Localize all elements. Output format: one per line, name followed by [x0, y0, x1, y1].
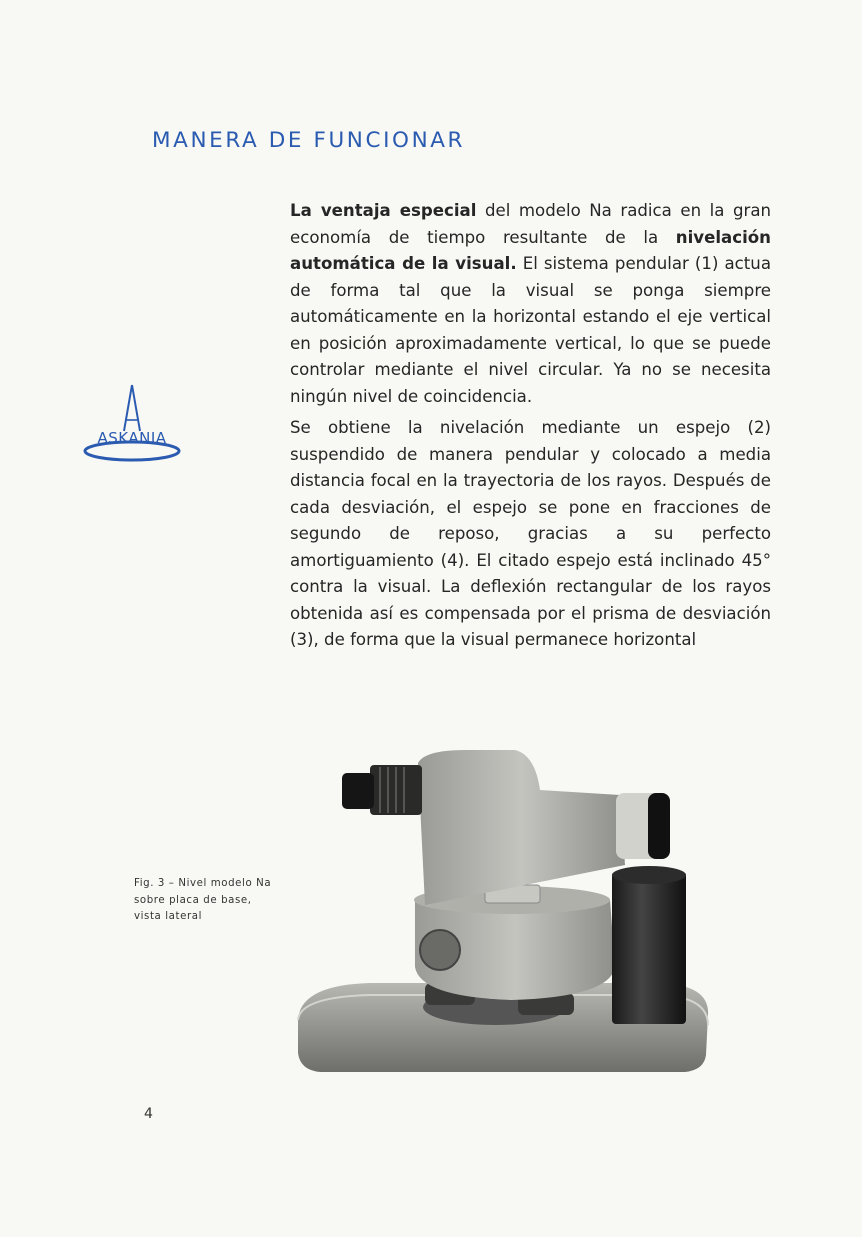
- figure-caption: [134, 876, 314, 926]
- paragraph-1: [290, 198, 771, 410]
- page-number: 4: [144, 1106, 153, 1122]
- caption-line-1: Fig. 3 – Nivel modelo Na: [134, 878, 272, 889]
- text-2: El sistema pendular (1) actua de forma tal que la visual se ponga siempre automáticamente en la horizontal estando el eje vertical en posición aproximadamente vertical, lo que se puede controlar mediante el nivel circular. Ya no se necesita ningún nivel de coincidencia.: [290, 254, 771, 406]
- body-text: [290, 198, 771, 654]
- askania-logo: [80, 383, 184, 463]
- caption-line-2: sobre placa de base,: [134, 894, 252, 906]
- caption-line-3: vista lateral: [134, 911, 203, 922]
- level-instrument-photo: [290, 735, 720, 1080]
- paragraph-2: Se obtiene la nivelación mediante un espejo (2) suspendido de manera pendular y colocado a media distancia focal en la trayectoria de los rayos. Después de cada desviación, el espejo se pone en fracciones de segundo de reposo, gracias a su perfecto amortiguamiento (4). El citado espejo está inclinado 45° contra la visual. La deflexión rectangular de los rayos obtenida así es compensada por el prisma de desviación (3), de forma que la visual permanece horizontal: [290, 418, 771, 649]
- text-1: del modelo Na radica en la gran economía de tiempo resultante de la: [290, 201, 771, 247]
- section-heading: MANERA DE FUNCIONAR: [152, 128, 466, 153]
- bold-phrase-2: nivelación automática de la visual.: [290, 227, 771, 273]
- logo-text: ASKANIA: [97, 429, 167, 447]
- bold-phrase-1: La ventaja especial: [290, 201, 477, 220]
